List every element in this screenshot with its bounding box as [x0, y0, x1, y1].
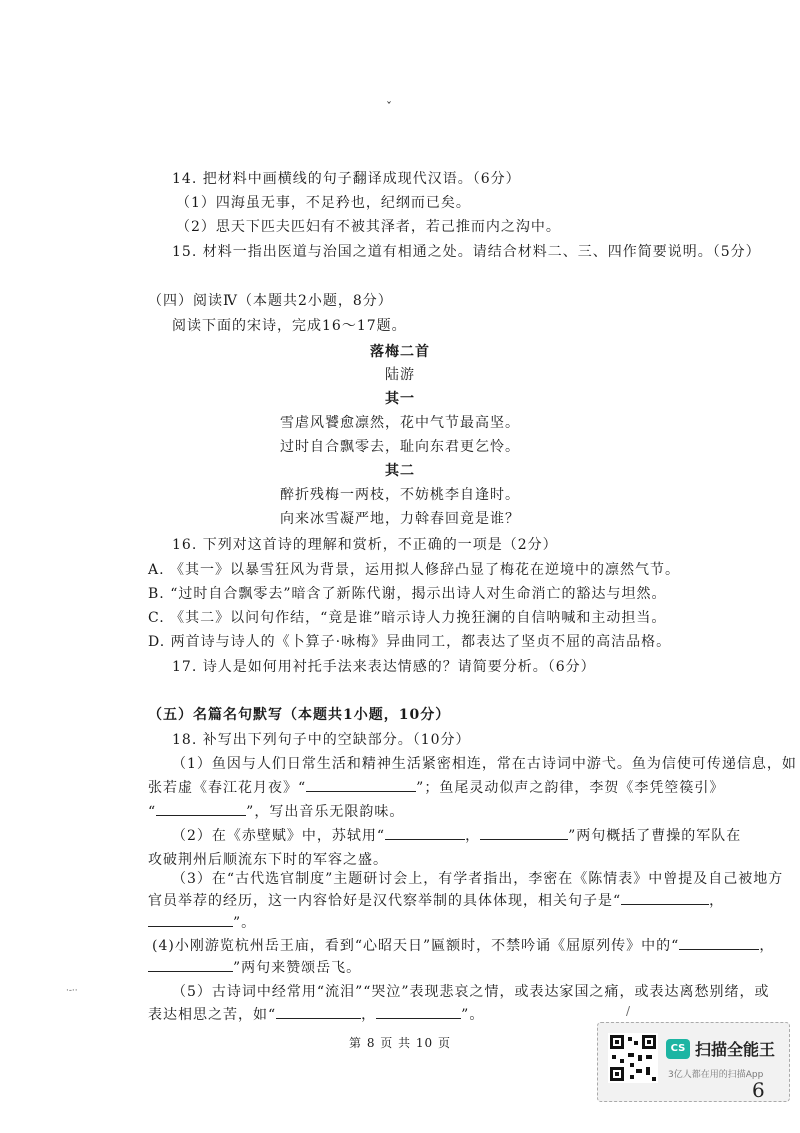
- question-18-part-3-line-2: [148, 892, 724, 910]
- text-segment: “: [148, 804, 157, 820]
- poem-author: 陆游: [385, 367, 415, 383]
- section-5-title: （五）名篇名句默写（本题共1小题，10分）: [148, 707, 451, 723]
- poem-part-1-title: 其一: [385, 391, 415, 407]
- question-15: 15. 材料一指出医道与治国之道有相通之处。请结合材料二、三、四作简要说明。（5分）: [172, 244, 761, 260]
- camscanner-logo-icon: CS: [666, 1039, 690, 1059]
- answer-blank[interactable]: [679, 937, 759, 950]
- question-18-part-1-line-3: [148, 803, 404, 821]
- scanner-brand-name: 扫描全能王: [695, 1040, 776, 1059]
- text-segment: ，: [465, 828, 481, 844]
- section-4-title: （四）阅读Ⅳ（本题共2小题，8分）: [148, 293, 393, 309]
- answer-blank[interactable]: [148, 959, 233, 972]
- question-17: 17. 诗人是如何用衬托手法来表达情感的？请简要分析。（6分）: [172, 659, 596, 675]
- scanner-slogan: 3亿人都在用的扫描App: [668, 1070, 764, 1080]
- qr-code-icon: [608, 1033, 658, 1083]
- question-14-item-1: （1）四海虽无事，不足矜也，纪纲而已矣。: [176, 195, 471, 211]
- text-segment: ”；鱼尾灵动似声之韵律，李贺《李凭箜篌引》: [416, 780, 725, 796]
- text-segment: ”，写出音乐无限韵味。: [246, 804, 405, 820]
- poem-part-1-line-1: 雪虐风饕愈凛然，花中气节最高坚。: [280, 415, 520, 431]
- question-18-part-4-line-1: [152, 937, 774, 955]
- poem-part-1-line-2: 过时自合飘零去，耻向东君更乞怜。: [280, 439, 520, 455]
- poem-part-2-line-2: 向来冰雪凝严地，力斡春回竟是谁？: [280, 511, 520, 527]
- question-14: 14. 把材料中画横线的句子翻译成现代汉语。（6分）: [172, 171, 521, 187]
- question-16-option-b: B. “过时自合飘零去”暗含了新陈代谢，揭示出诗人对生命消亡的豁达与坦然。: [148, 586, 667, 602]
- text-segment: ”。: [461, 1007, 485, 1023]
- question-18-part-5-line-2: [148, 1006, 484, 1024]
- text-segment: ，: [361, 1007, 377, 1023]
- question-18-part-2-line-1: [172, 827, 741, 845]
- text-segment: ”两句来赞颂岳飞。: [233, 960, 362, 976]
- question-18-part-4-line-2: [148, 959, 361, 977]
- text-segment: ”两句概括了曹操的军队在: [568, 828, 742, 844]
- section-4-intro: 阅读下面的宋诗，完成16～17题。: [172, 318, 407, 334]
- text-segment: (4)小刚游览杭州岳王庙，看到“心昭天日”匾额时，不禁吟诵《屈原列传》中的“: [152, 938, 680, 954]
- question-18-part-5-line-1: （5）古诗词中经常用“流泪”“哭泣”表现悲哀之情，或表达家国之痛，或表达离愁别绪，或: [172, 984, 770, 1000]
- poem-part-2-line-1: 醉折残梅一两枝，不妨桃李自逢时。: [280, 487, 520, 503]
- text-segment: 表达相思之苦，如“: [148, 1007, 277, 1023]
- question-16-option-d: D. 两首诗与诗人的《卜算子·咏梅》异曲同工，都表达了坚贞不屈的高洁品格。: [148, 634, 672, 650]
- text-segment: 张若虚《春江花月夜》“: [148, 780, 307, 796]
- scan-mark: ˇ: [386, 100, 393, 114]
- poem-part-2-title: 其二: [385, 463, 415, 479]
- question-16: 16. 下列对这首诗的理解和赏析，不正确的一项是（2分）: [172, 537, 558, 553]
- scan-speck: ·-··: [66, 986, 78, 996]
- corner-page-glyph: 6: [752, 1078, 765, 1102]
- question-18-part-3-line-1: （3）在“古代选官制度”主题研讨会上，有学者指出，李密在《陈情表》中曾提及自己被地方: [172, 871, 784, 887]
- poem-title: 落梅二首: [370, 344, 430, 360]
- answer-blank[interactable]: [376, 1006, 461, 1019]
- answer-blank[interactable]: [385, 827, 465, 840]
- question-16-option-c: C. 《其二》以问句作结，“竟是谁”暗示诗人力挽狂澜的自信呐喊和主动担当。: [148, 610, 667, 626]
- text-segment: 官员举荐的经历，这一内容恰好是汉代察举制的具体体现，相关句子是“: [148, 893, 622, 909]
- question-18: 18. 补写出下列句子中的空缺部分。（10分）: [172, 732, 471, 748]
- question-18-part-1-line-2: [148, 779, 724, 797]
- answer-blank[interactable]: [148, 914, 233, 927]
- answer-blank[interactable]: [480, 827, 568, 840]
- question-18-part-1-line-1: （1）鱼因与人们日常生活和精神生活紧密相连，常在古诗词中游弋。鱼为信使可传递信息，如: [172, 756, 797, 772]
- question-18-part-3-line-3: [148, 914, 256, 932]
- question-16-option-a: A. 《其一》以暴雪狂风为背景，运用拟人修辞凸显了梅花在逆境中的凛然气节。: [148, 562, 681, 578]
- page-footer: 第 8 页 共 10 页: [349, 1036, 451, 1050]
- text-segment: ，: [709, 893, 725, 909]
- question-18-part-2-line-2: 攻破荆州后顺流东下时的军容之盛。: [148, 852, 388, 868]
- answer-blank[interactable]: [156, 803, 246, 816]
- answer-blank[interactable]: [621, 892, 709, 905]
- answer-blank[interactable]: [306, 779, 416, 792]
- text-segment: ，: [759, 938, 775, 954]
- answer-blank[interactable]: [276, 1006, 361, 1019]
- text-segment: ”。: [233, 915, 257, 931]
- question-14-item-2: （2）思天下匹夫匹妇有不被其泽者，若己推而内之沟中。: [176, 219, 561, 235]
- text-segment: （2）在《赤壁赋》中，苏轼用“: [172, 828, 386, 844]
- pen-stroke: /: [626, 1004, 631, 1018]
